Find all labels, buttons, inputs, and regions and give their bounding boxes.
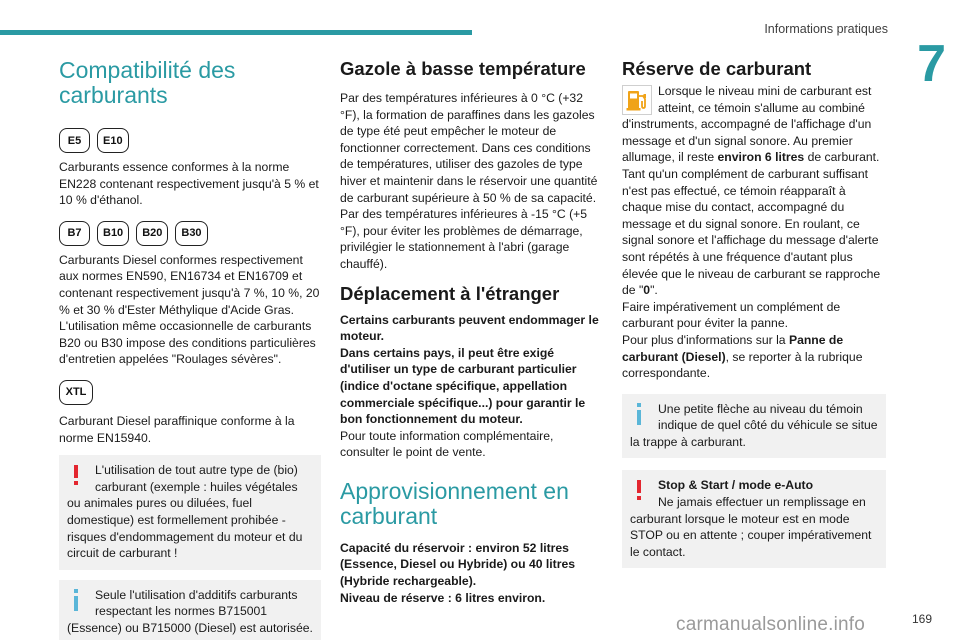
watermark-text: carmanualsonline.info (676, 614, 866, 635)
text-reserve-2c: ". (650, 283, 658, 298)
text-reserve-1a: Lorsque le niveau mini de carburant est atteint, ce témoin s'allume au combiné d'instruments, accompagné de l'affichage d'un message et d'un signal sonore. Au premier allumage, il reste (622, 84, 872, 165)
fuel-pump-icon (622, 85, 652, 115)
info-text-trappe: Une petite flèche au niveau du témoin indique de quel côté du véhicule se situe la trappe à carburant. (630, 401, 878, 449)
fuel-badge-e5: E5 (59, 128, 90, 153)
warning-note-stopstart (622, 470, 886, 568)
text-reserve-4c: , se reporter à la rubrique correspondante. (622, 349, 863, 381)
text-capacite: Capacité du réservoir : environ 52 litres (Essence, Diesel ou Hybride) ou 40 litres (Hybride rechargeable). (340, 540, 576, 589)
section-title: Informations pratiques (764, 22, 888, 36)
text-essence: Carburants essence conformes à la norme EN228 contenant respectivement jusqu'à 5 % et 10 % d'éthanol. (59, 160, 319, 208)
warning-text: L'utilisation de tout autre type de (bio) carburant (exemple : huiles végétales ou animales pures ou diluées, fuel domestique) est formellement prohibée - risques d'endommagement du moteur et du circuit de carburant ! (67, 463, 303, 561)
text-reserve-1c: de carburant. (804, 150, 880, 165)
heading-reserve: Réserve de carburant (622, 58, 812, 79)
badges-diesel (59, 221, 321, 246)
text-reserve-2b: 0 (643, 283, 651, 298)
text-xtl: Carburant Diesel paraffinique conforme à la norme EN15940. (59, 413, 295, 445)
text-reserve-2a: Tant qu'un complément de carburant suffisant n'est pas effectué, ce témoin réapparaît à chaque mise du contact, accompagné du message et du signal sonore. En roulant, ce signal sonore et l'affichage du message d'alerte sont répétés à une fréquence d'autant plus élevée que le niveau de carburant se rapproche de " (622, 166, 881, 298)
text-etranger-2: Dans certains pays, il peut être exigé d'utiliser un type de carburant particulier (indice d'octane spécifique, appellation commerciale spécifique...) pour garantir le bon fonctionnement du moteur. (340, 345, 586, 427)
info-note-trappe (622, 394, 886, 459)
text-etranger-1: Certains carburants peuvent endommager le moteur. (340, 312, 599, 344)
text-reserve-4b: Panne de carburant (Diesel) (622, 332, 844, 364)
heading-approvisionnement: Approvisionnement en carburant (340, 477, 569, 529)
warning-icon (69, 462, 83, 488)
warning-icon (632, 477, 646, 503)
info-icon (69, 587, 83, 613)
text-reserve: Niveau de réserve : 6 litres environ. (340, 590, 546, 605)
heading-compatibilite: Compatibilité des carburants (59, 57, 236, 108)
fuel-badge-b30: B30 (175, 221, 207, 246)
text-reserve-4 (622, 332, 886, 382)
text-reserve-3: Faire impérativement un complément de carburant pour éviter la panne. (622, 299, 841, 331)
warning-text-stopstart: Ne jamais effectuer un remplissage en carburant lorsque le moteur est en mode STOP ou en attente ; couper impérativement le contact. (630, 495, 872, 559)
text-diesel: Carburants Diesel conformes respectivement aux normes EN590, EN16734 et EN16709 et contenant respectivement jusqu'à 7 %, 10 %, 20 % et 30 % d'Ester Méthylique d'Acide Gras. L'utilisation même occasionnelle de carburants B20 ou B30 impose des conditions particulières d'entretien appelées "Roulages sévères". (59, 252, 320, 367)
heading-etranger: Déplacement à l'étranger (340, 282, 560, 304)
fuel-badge-b10: B10 (97, 221, 129, 246)
fuel-badge-b7: B7 (59, 221, 90, 246)
text-gazole-1: Par des températures inférieures à 0 °C (+32 °F), la formation de paraffines dans les gazoles de type été peut empêcher le moteur de fonctionner correctement. Dans ces conditions de températures, utiliser des gazoles de type hiver et maintenir dans le réservoir une quantité de carburant supérieure à 50 % de sa capacité. (340, 91, 598, 205)
badges-xtl (59, 380, 321, 405)
column-reserve (622, 58, 886, 568)
heading-gazole: Gazole à basse température (340, 58, 586, 79)
info-icon (632, 401, 646, 427)
column-diesel (340, 58, 604, 606)
text-reserve-1 (622, 83, 886, 166)
fuel-badge-e10: E10 (97, 128, 129, 153)
fuel-badge-b20: B20 (136, 221, 168, 246)
badges-essence (59, 128, 321, 153)
text-reserve-1b: environ 6 litres (717, 150, 805, 165)
text-reserve-2 (622, 166, 886, 299)
info-text: Seule l'utilisation d'additifs carburants respectant les normes B715001 (Essence) ou B715000 (Diesel) est autorisée. (67, 587, 313, 635)
chapter-number: 7 (917, 35, 946, 93)
column-compatibility (59, 58, 321, 640)
warning-note (59, 455, 321, 570)
header-accent-bar (0, 30, 472, 35)
fuel-badge-xtl: XTL (59, 380, 93, 405)
warning-title-stopstart: Stop & Start / mode e-Auto (658, 478, 814, 493)
text-gazole-2: Par des températures inférieures à -15 °C (+5 °F), pour éviter les problèmes de démarrage, privilégier le stationnement à l'abri (garage chauffé). (340, 207, 588, 271)
page-number: 169 (911, 612, 932, 626)
text-reserve-4a: Pour plus d'informations sur la (622, 332, 789, 347)
text-etranger-3: Pour toute information complémentaire, consulter le point de vente. (340, 428, 554, 460)
info-note (59, 580, 321, 640)
